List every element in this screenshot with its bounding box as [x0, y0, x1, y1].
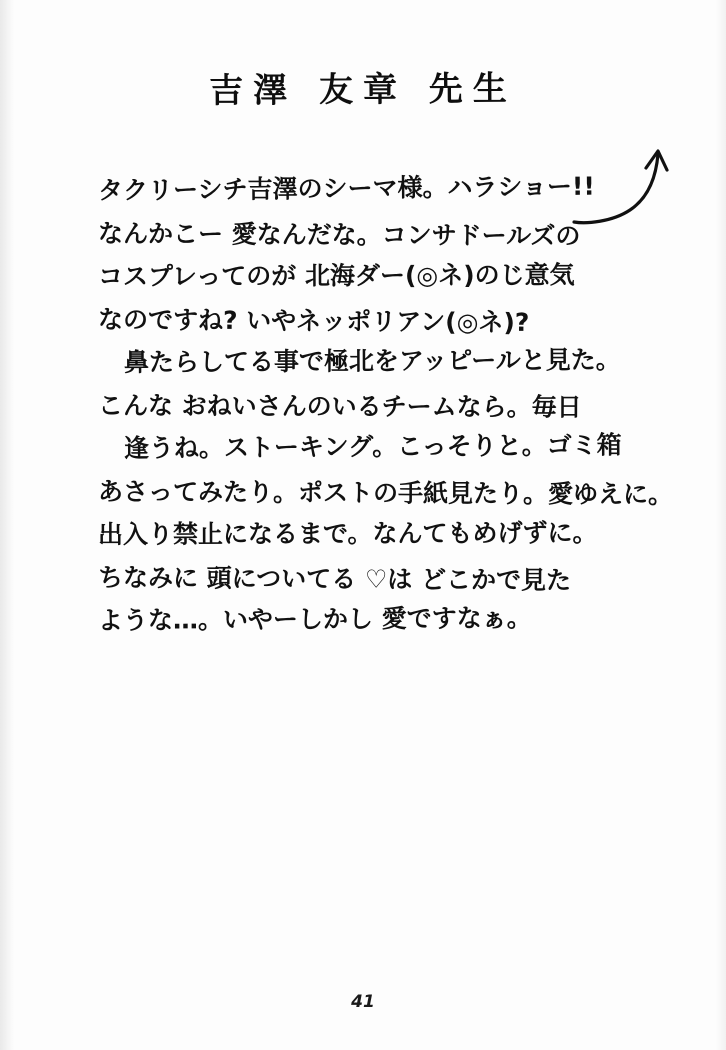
- text-line: ちなみに 頭についてる ♡は どこかで見た: [97, 563, 572, 595]
- text-line: あさってみたり。ポストの手紙見たり。愛ゆえに。: [97, 477, 674, 510]
- text-line: 逢うね。ストーキング。こっそりと。ゴミ箱: [123, 430, 622, 463]
- text-line: タクリーシチ吉澤のシーマ様。ハラショー!!: [97, 171, 595, 205]
- text-line: 鼻たらしてる事で極北をアッピールと見た。: [123, 345, 621, 377]
- text-line: なのですね? いやネッポリアン(◎ネ)?: [97, 305, 530, 338]
- handwritten-body: [97, 171, 674, 651]
- text-line: 出入り禁止になるまで。なんてもめげずに。: [97, 518, 598, 549]
- text-line: ような…。いやーしかし 愛ですなぁ。: [97, 603, 532, 635]
- page-title: 吉澤 友章 先生: [209, 68, 518, 112]
- text-line: こんな おねいさんのいるチームなら。毎日: [97, 391, 582, 422]
- text-line: コスプレってのが 北海ダー(◎ネ)のじ意気: [97, 260, 575, 291]
- page-number: 41: [351, 992, 375, 1012]
- text-line: なんかこー 愛なんだな。コンサドールズの: [97, 219, 581, 251]
